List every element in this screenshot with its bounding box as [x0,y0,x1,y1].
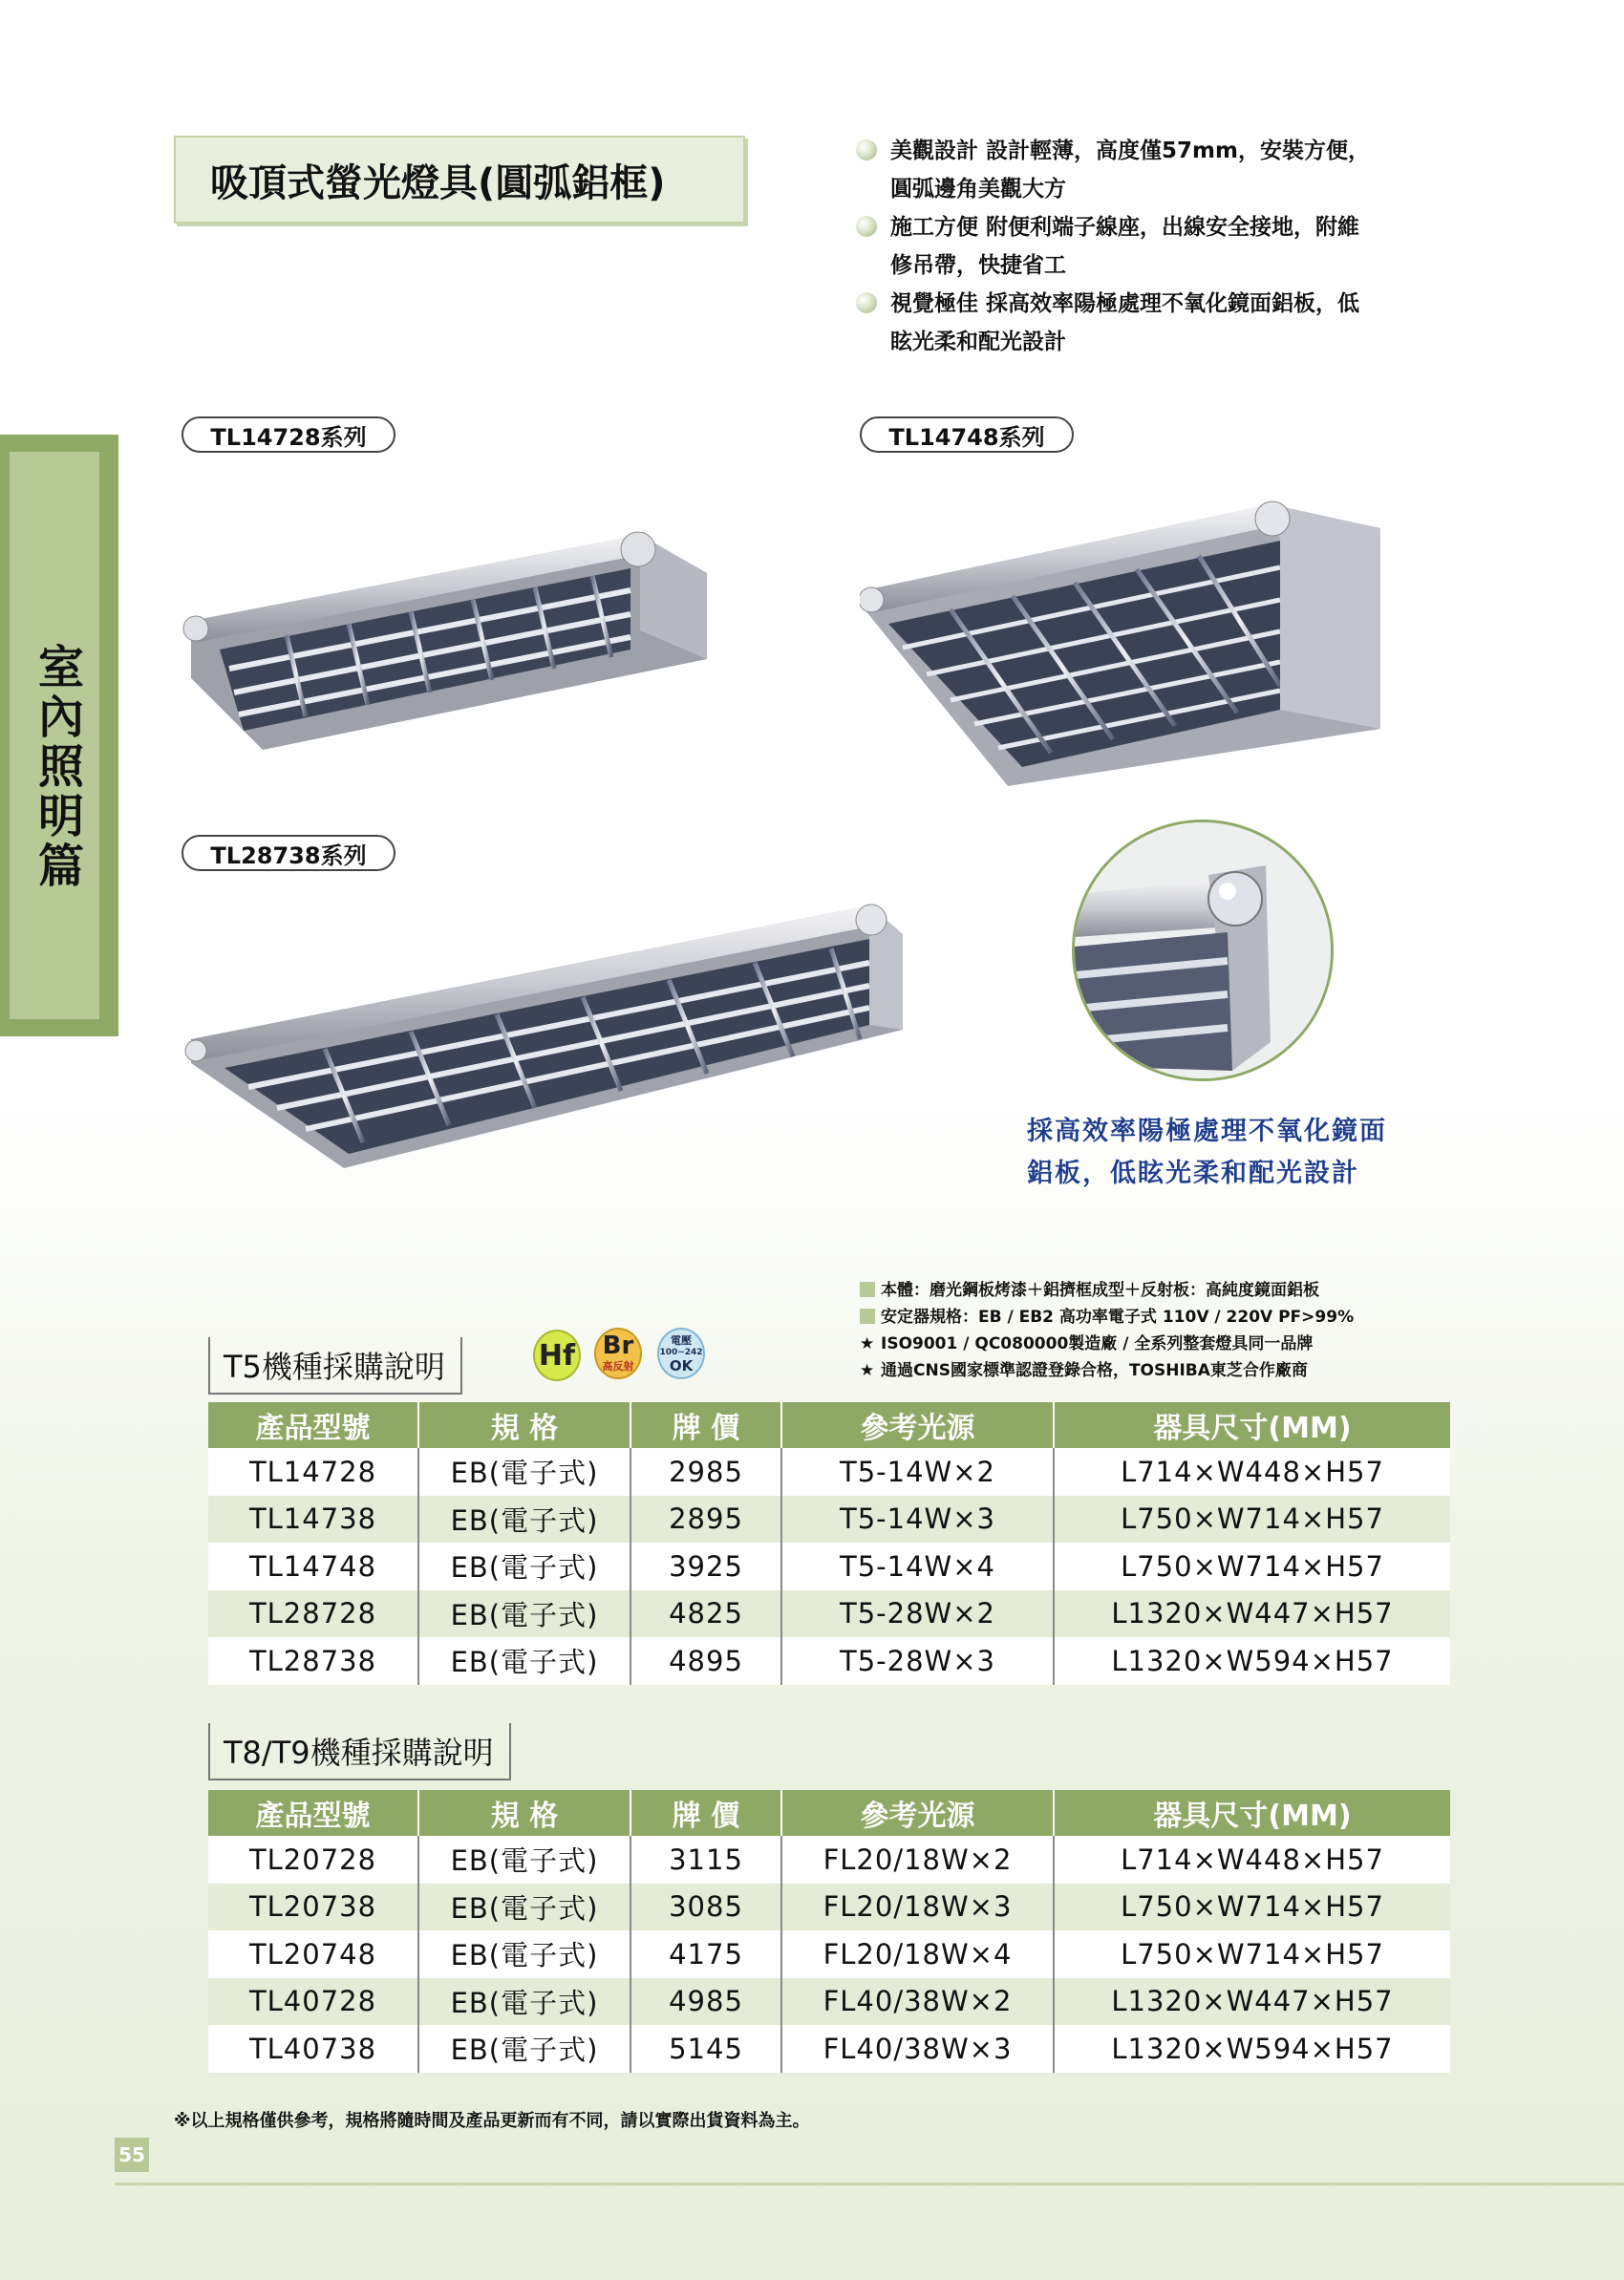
square-bullet-icon [860,1309,875,1324]
cell-model: TL28728 [208,1590,418,1638]
bullet-icon [856,216,877,237]
cell-light-source: T5-14W×4 [781,1543,1054,1590]
caption-line-1: 採高效率陽極處理不氧化鏡面 [1027,1117,1387,1146]
series-label-tl14728: TL14728系列 [182,416,395,453]
fixture-image-tl14748 [860,495,1395,791]
detail-zoom-drawing [1075,822,1334,1081]
header-light-source: 參考光源 [781,1402,1054,1448]
series-label-tl28738: TL28738系列 [182,835,395,871]
cell-model: TL20748 [208,1930,418,1978]
table-row [208,1543,1450,1590]
table-row [208,2025,1450,2073]
table-row [208,1978,1450,2026]
header-light-source: 參考光源 [781,1790,1054,1836]
cell-spec: EB(電子式) [418,1930,630,1978]
cell-spec: EB(電子式) [418,1978,630,2026]
note-item [860,1356,1308,1380]
feature-line: 眩光柔和配光設計 [890,330,1066,354]
voltage-badge-range: 100~242 [659,1348,703,1357]
cell-price: 4825 [630,1590,781,1638]
cell-spec: EB(電子式) [418,1448,630,1496]
cell-spec: EB(電子式) [418,1884,630,1931]
cell-dimensions: L750×W714×H57 [1054,1930,1450,1978]
footnote: ※以上規格僅供參考，規格將隨時間及產品更新而有不同，請以實際出貨資料為主。 [174,2111,810,2131]
table-row [208,1637,1450,1685]
feature-item [890,132,1464,208]
t5-section-title: T5機種採購說明 [208,1337,462,1395]
table-row [208,1496,1450,1544]
series-label-tl14748: TL14748系列 [860,416,1074,453]
feature-item [890,285,1464,361]
feature-line: 視覺極佳 採高效率陽極處理不氧化鏡面鋁板，低 [890,291,1360,316]
header-dimensions: 器具尺寸(MM) [1054,1790,1450,1836]
cell-light-source: FL20/18W×3 [781,1884,1054,1931]
table-row [208,1884,1450,1931]
header-dimensions: 器具尺寸(MM) [1054,1402,1450,1448]
t8-spec-table [208,1790,1450,2073]
cell-model: TL14738 [208,1496,418,1544]
table-row [208,1930,1450,1978]
feature-line: 圓弧邊角美觀大方 [890,177,1066,202]
table-header-row [208,1402,1450,1448]
cell-spec: EB(電子式) [418,1836,630,1884]
cell-model: TL40738 [208,2025,418,2073]
cell-model: TL40728 [208,1978,418,2026]
note-text: ISO9001 / QC080000製造廠 / 全系列整套燈具同一品牌 [881,1334,1314,1353]
fixture-image-tl28738 [182,896,908,1173]
fixture-image-tl14728 [182,516,716,755]
cell-price: 2895 [630,1496,781,1544]
hf-badge-label: Hf [538,1338,576,1373]
cell-light-source: FL20/18W×2 [781,1836,1054,1884]
note-item [860,1330,1313,1353]
header-model: 產品型號 [208,1790,418,1836]
cell-light-source: FL20/18W×4 [781,1930,1054,1978]
cell-dimensions: L714×W448×H57 [1054,1448,1450,1496]
voltage-badge [657,1328,705,1379]
cell-price: 3085 [630,1884,781,1931]
cell-spec: EB(電子式) [418,1543,630,1590]
star-icon: ★ [860,1334,875,1353]
hf-badge [533,1330,581,1381]
table-row [208,1836,1450,1884]
header-spec: 規 格 [418,1790,630,1836]
feature-line: 修吊帶，快捷省工 [890,253,1066,278]
bullet-icon [856,139,877,160]
detail-zoom-image [1072,820,1334,1081]
cell-spec: EB(電子式) [418,2025,630,2073]
cell-price: 2985 [630,1448,781,1496]
cell-price: 4985 [630,1978,781,2026]
note-text: 通過CNS國家標準認證登錄合格，TOSHIBA東芝合作廠商 [881,1361,1308,1380]
page-number: 55 [115,2138,149,2172]
bullet-icon [856,292,877,313]
side-tab [0,435,118,1036]
br-badge [594,1328,642,1379]
cell-dimensions: L1320×W447×H57 [1054,1590,1450,1638]
cell-dimensions: L750×W714×H57 [1054,1543,1450,1590]
cell-light-source: T5-28W×2 [781,1590,1054,1638]
header-price: 牌 價 [630,1402,781,1448]
square-bullet-icon [860,1282,875,1297]
header-price: 牌 價 [630,1790,781,1836]
t8-section-title: T8/T9機種採購說明 [208,1723,511,1780]
cell-light-source: FL40/38W×2 [781,1978,1054,2026]
voltage-badge-top: 電壓 [671,1334,692,1347]
cell-model: TL28738 [208,1637,418,1685]
page-title: 吸頂式螢光燈具(圓弧鋁框) [174,136,745,224]
cell-dimensions: L1320×W594×H57 [1054,1637,1450,1685]
header-model: 產品型號 [208,1402,418,1448]
side-tab-label: 室內照明篇 [30,643,84,891]
cell-light-source: FL40/38W×3 [781,2025,1054,2073]
feature-line: 美觀設計 設計輕薄，高度僅57mm，安裝方便， [890,139,1370,163]
note-item [860,1276,1319,1300]
cell-light-source: T5-14W×2 [781,1448,1054,1496]
cell-light-source: T5-14W×3 [781,1496,1054,1544]
cell-spec: EB(電子式) [418,1496,630,1544]
side-tab-inner [10,452,99,1019]
feature-line: 施工方便 附便利端子線座，出線安全接地，附維 [890,215,1360,240]
cell-light-source: T5-28W×3 [781,1637,1054,1685]
feature-item [890,208,1464,285]
table-header-row [208,1790,1450,1836]
cell-model: TL20728 [208,1836,418,1884]
t5-spec-table [208,1402,1450,1685]
cell-price: 4175 [630,1930,781,1978]
table-row [208,1590,1450,1638]
cell-spec: EB(電子式) [418,1637,630,1685]
cell-dimensions: L1320×W594×H57 [1054,2025,1450,2073]
bottom-divider [115,2183,1624,2185]
note-item [860,1303,1354,1327]
cell-model: TL20738 [208,1884,418,1931]
cell-spec: EB(電子式) [418,1590,630,1638]
caption-line-2: 鋁板，低眩光柔和配光設計 [1027,1159,1359,1188]
cell-price: 4895 [630,1637,781,1685]
cell-dimensions: L750×W714×H57 [1054,1496,1450,1544]
star-icon: ★ [860,1361,875,1380]
cell-model: TL14728 [208,1448,418,1496]
note-text: 本體：磨光鋼板烤漆＋鋁擠框成型＋反射板：高純度鏡面鋁板 [881,1281,1319,1300]
header-spec: 規 格 [418,1402,630,1448]
cell-dimensions: L750×W714×H57 [1054,1884,1450,1931]
cell-dimensions: L714×W448×H57 [1054,1836,1450,1884]
voltage-badge-ok: OK [669,1357,694,1374]
cell-dimensions: L1320×W447×H57 [1054,1978,1450,2026]
table-row [208,1448,1450,1496]
cell-price: 3925 [630,1543,781,1590]
cell-price: 5145 [630,2025,781,2073]
cell-model: TL14748 [208,1543,418,1590]
cell-price: 3115 [630,1836,781,1884]
br-badge-label: Br [602,1332,634,1360]
note-text: 安定器規格：EB / EB2 高功率電子式 110V / 220V PF>99% [881,1308,1355,1327]
br-badge-sub: 高反射 [602,1360,634,1373]
